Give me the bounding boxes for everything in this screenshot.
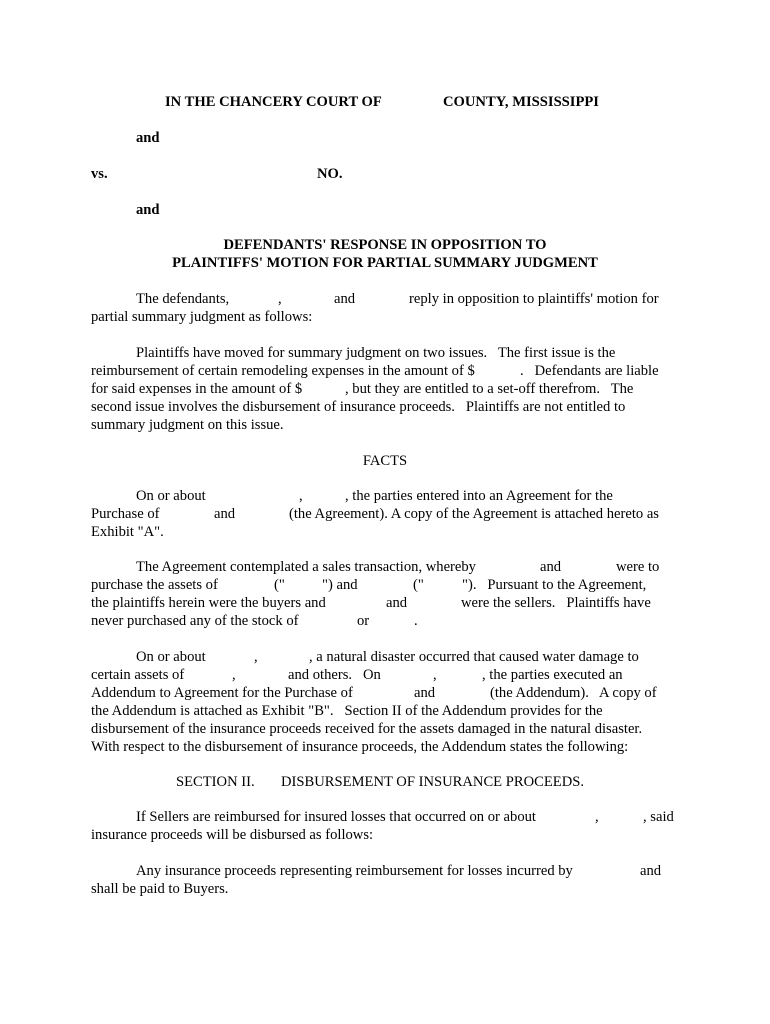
paragraph-2-line: , the parties entered into an Agreement for the [345, 488, 613, 504]
paragraph-4-line: certain assets of [91, 667, 185, 683]
county-caption: COUNTY, MISSISSIPPI [443, 94, 599, 110]
intro-text: , [278, 291, 282, 307]
intro-text: reply in opposition to plaintiffs' motion for [409, 291, 659, 307]
paragraph-3-line: The Agreement contemplated a sales transaction, whereby [136, 559, 476, 575]
paragraph-3-line: (" [274, 577, 285, 593]
paragraph-4-line: , [232, 667, 236, 683]
paragraph-3-line: the plaintiffs herein were the buyers and [91, 595, 326, 611]
paragraph-5-line: insurance proceeds will be disbursed as follows: [91, 827, 374, 843]
paragraph-1-line: reimbursement of certain remodeling expenses in the amount of $ [91, 363, 475, 379]
document-title-line-2: PLAINTIFFS' MOTION FOR PARTIAL SUMMARY JUDGMENT [172, 255, 598, 271]
paragraph-4-line: , [433, 667, 437, 683]
paragraph-4-line: (the Addendum). A copy of [490, 685, 657, 701]
intro-text: The defendants, [136, 291, 230, 307]
paragraph-6-line: Any insurance proceeds representing reimbursement for losses incurred by [136, 863, 573, 879]
paragraph-1-line: second issue involves the disbursement of insurance proceeds. Plaintiffs are not entitled to [91, 399, 626, 415]
paragraph-4-line: , [254, 649, 258, 665]
paragraph-3-line: . [414, 613, 418, 629]
paragraph-4-line: and [414, 685, 436, 701]
paragraph-4-line: and others. On [288, 667, 381, 683]
party-and-1: and [136, 130, 160, 146]
paragraph-3-line: were to [616, 559, 660, 575]
paragraph-3-line: and [540, 559, 562, 575]
intro-text: and [334, 291, 356, 307]
document-title-line-1: DEFENDANTS' RESPONSE IN OPPOSITION TO [223, 237, 547, 253]
paragraph-6-line: and [640, 863, 662, 879]
paragraph-3-line: were the sellers. Plaintiffs have [461, 595, 651, 611]
paragraph-1-line: Plaintiffs have moved for summary judgment on two issues. The first issue is the [136, 345, 616, 361]
paragraph-1-line: . Defendants are liable [520, 363, 659, 379]
paragraph-2-line: Purchase of [91, 506, 160, 522]
paragraph-5-line: , [595, 809, 599, 825]
paragraph-5-line: , said [643, 809, 674, 825]
paragraph-3-line: and [386, 595, 408, 611]
paragraph-3-line: never purchased any of the stock of [91, 613, 299, 629]
paragraph-2-line: (the Agreement). A copy of the Agreement is attached hereto as [289, 506, 659, 522]
paragraph-4-line: the Addendum is attached as Exhibit "B". Section II of the Addendum provides for the [91, 703, 603, 719]
party-and-2: and [136, 202, 160, 218]
paragraph-5-line: If Sellers are reimbursed for insured losses that occurred on or about [136, 809, 536, 825]
paragraph-1-line: summary judgment on this issue. [91, 417, 284, 433]
paragraph-4-line: On or about [136, 649, 206, 665]
paragraph-3-line: purchase the assets of [91, 577, 218, 593]
facts-heading: FACTS [362, 453, 408, 469]
court-caption: IN THE CHANCERY COURT OF [165, 94, 382, 110]
section-heading: DISBURSEMENT OF INSURANCE PROCEEDS. [281, 774, 585, 790]
versus-label: vs. [91, 166, 108, 182]
case-number-label: NO. [317, 166, 343, 182]
paragraph-2-line: Exhibit "A". [91, 524, 164, 540]
paragraph-6-line: shall be paid to Buyers. [91, 881, 229, 897]
section-label: SECTION II. [176, 774, 255, 790]
paragraph-4-line: , the parties executed an [482, 667, 623, 683]
paragraph-3-line: "). Pursuant to the Agreement, [462, 577, 647, 593]
paragraph-1-line: , but they are entitled to a set-off therefrom. The [345, 381, 634, 397]
paragraph-1-line: for said expenses in the amount of $ [91, 381, 303, 397]
paragraph-2-line: , [299, 488, 303, 504]
paragraph-3-line: (" [413, 577, 424, 593]
paragraph-4-line: disbursement of the insurance proceeds received for the assets damaged in the natural disaster. [91, 721, 643, 737]
paragraph-4-line: Addendum to Agreement for the Purchase of [91, 685, 353, 701]
paragraph-3-line: ") and [322, 577, 358, 593]
paragraph-4-line: , a natural disaster occurred that caused water damage to [309, 649, 639, 665]
paragraph-3-line: or [357, 613, 370, 629]
paragraph-2-line: and [214, 506, 236, 522]
intro-text: partial summary judgment as follows: [91, 309, 313, 325]
paragraph-2-line: On or about [136, 488, 206, 504]
paragraph-4-line: With respect to the disbursement of insurance proceeds, the Addendum states the following: [91, 739, 629, 755]
